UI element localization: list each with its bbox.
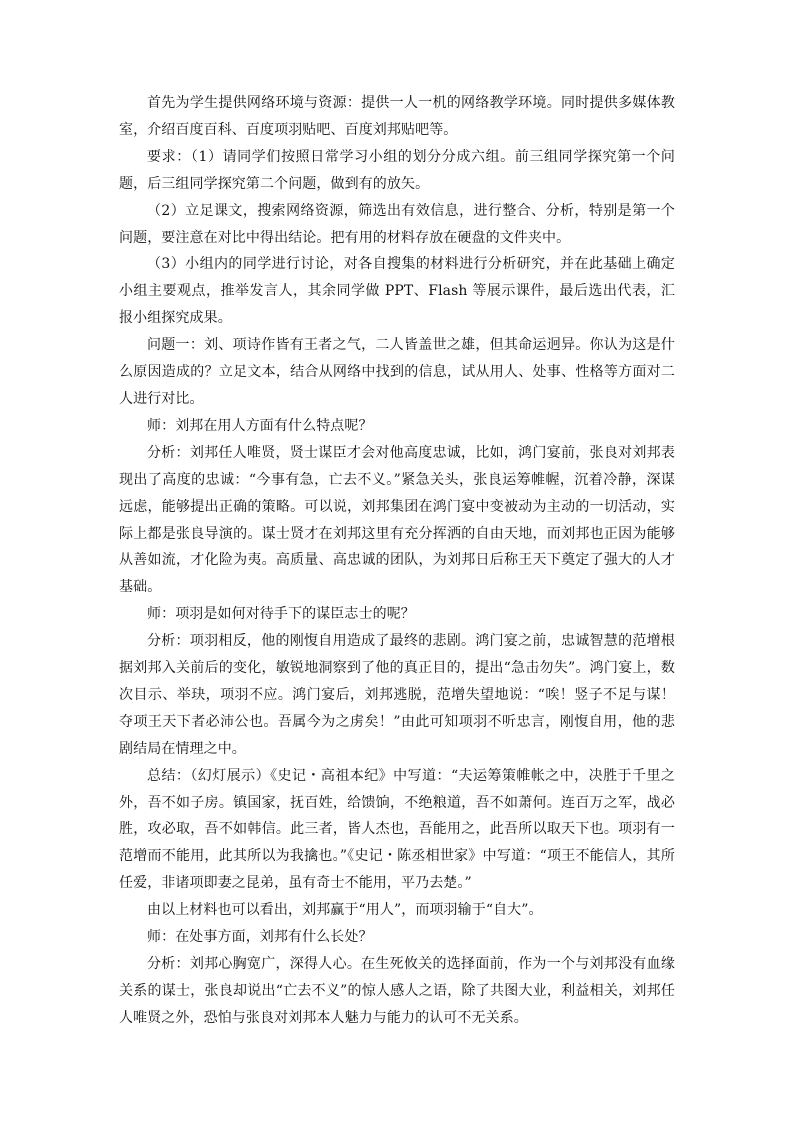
paragraph-requirement-2: （2）立足课文，搜索网络资源，筛选出有效信息，进行整合、分析，特别是第一个问题，要注意在对比中得出结论。把有用的材料存放在硬盘的文件夹中。 [119, 202, 675, 246]
paragraph-summary: 总结：（幻灯展示）《史记・高祖本纪》中写道：“夫运筹策帷帐之中，决胜于千里之外，吾不如子房。镇国家，抚百姓，给馈饷，不绝粮道，吾不如萧何。连百万之军，战必胜，攻必取，吾不如韩信。此三者，皆人杰也，吾能用之，此吾所以取天下也。项羽有一范增而不能用，此其所以为我擒也。”《史记・陈丞相世家》中写道：“项王不能信人，其所任爱，非诸项即妻之昆弟，虽有奇士不能用，平乃去楚。” [119, 767, 675, 892]
paragraph-requirement-1: 要求：（1）请同学们按照日常学习小组的划分分成六组。前三组同学探究第一个问题，后三组同学探究第二个问题，做到有的放矢。 [119, 148, 675, 192]
paragraph-teacher-question-employing: 师：刘邦在用人方面有什么特点呢？ [147, 417, 373, 434]
paragraph-teacher-question-xiangyu: 师：项羽是如何对待手下的谋臣志士的呢？ [147, 606, 415, 623]
paragraph-teacher-question-conduct: 师：在处事方面，刘邦有什么长处？ [147, 929, 373, 946]
paragraph-conclusion: 由以上材料也可以看出，刘邦赢于“用人”，而项羽输于“自大”。 [147, 902, 543, 919]
paragraph-analysis-conduct: 分析：刘邦心胸宽广，深得人心。在生死攸关的选择面前，作为一个与刘邦没有血缘关系的谋士，张良却说出“亡去不义”的惊人感人之语，除了共图大业，利益相关，刘邦任人唯贤之外，恐怕与张良对刘邦本人魅力与能力的认可不无关系。 [119, 956, 675, 1026]
paragraph-requirement-3: （3）小组内的同学进行讨论，对各自搜集的材料进行分析研究，并在此基础上确定小组主要观点，推举发言人，其余同学做 PPT、Flash 等展示课件，最后选出代表，汇报小组探究成果。 [119, 256, 675, 327]
paragraph-analysis-liubang-employing: 分析：刘邦任人唯贤，贤士谋臣才会对他高度忠诚，比如，鸿门宴前，张良对刘邦表现出了高度的忠诚：“今事有急，亡去不义。”紧急关头，张良运筹帷幄，沉着冷静，深谋远虑，能够提出正确的策略。可以说，刘邦集团在鸿门宴中变被动为主动的一切活动，实际上都是张良导演的。谋士贤才在刘邦这里有充分挥洒的自由天地，而刘邦也正因为能够从善如流，才化险为夷。高质量、高忠诚的团队，为刘邦日后称王天下奠定了强大的人才基础。 [119, 444, 675, 596]
document-body [119, 90, 675, 1032]
paragraph-resources: 首先为学生提供网络环境与资源：提供一人一机的网络教学环境。同时提供多媒体教室，介绍百度百科、百度项羽贴吧、百度刘邦贴吧等。 [119, 95, 675, 138]
paragraph-question-one: 问题一：刘、项诗作皆有王者之气，二人皆盖世之雄，但其命运迥异。你认为这是什么原因造成的？立足文本，结合从网络中找到的信息，试从用人、处事、性格等方面对二人进行对比。 [119, 337, 675, 407]
paragraph-analysis-xiangyu: 分析：项羽相反，他的刚愎自用造成了最终的悲剧。鸿门宴之前，忠诚智慧的范增根据刘邦入关前后的变化，敏锐地洞察到了他的真正目的，提出“急击勿失”。鸿门宴上，数次目示、举玦，项羽不应。鸿门宴后，刘邦逃脱，范增失望地说：“唉！竖子不足与谋！夺项王天下者必沛公也。吾属今为之虏矣！”由此可知项羽不听忠言，刚愎自用，他的悲剧结局在情理之中。 [119, 633, 675, 757]
